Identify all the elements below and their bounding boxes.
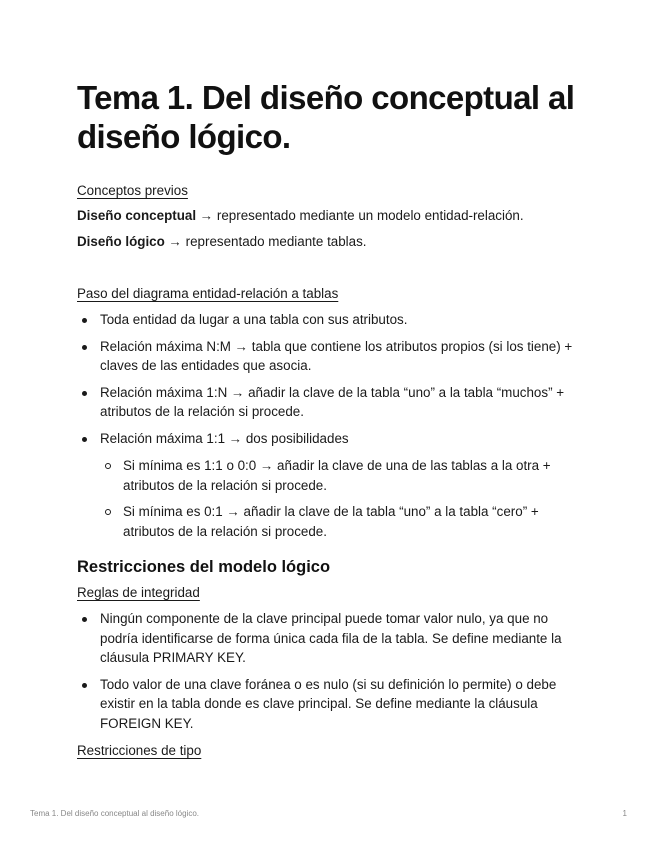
sub-list-item: Si mínima es 0:1 → añadir la clave de la tabla “uno” a la tabla “cero” + atributos de la relación si procede. [100,502,587,541]
list-item: Relación máxima N:M → tabla que contiene los atributos propios (si los tiene) + claves de las entidades que asocia. [77,337,587,376]
paso-heading: Paso del diagrama entidad-relación a tablas [77,286,339,301]
list-item-text: Relación máxima 1:1 → dos posibilidades [100,430,349,446]
sub-list-item: Si mínima es 1:1 o 0:0 → añadir la clave de una de las tablas a la otra + atributos de la relación si procede. [100,456,587,495]
list-item: Todo valor de una clave foránea o es nulo (si su definición lo permite) o debe existir en la tabla donde es clave principal. Se define mediante la cláusula FOREIGN KEY. [77,675,587,734]
diseno-conceptual-desc: → representado mediante un modelo entidad-relación. [196,208,524,223]
section-heading-conceptos-previos [77,181,188,200]
section-heading-tipo [77,741,201,760]
page-number: 1 [622,809,627,818]
list-item-relacion-1-1 [77,429,587,542]
diseno-logico-desc: → representado mediante tablas. [164,234,367,249]
paragraph-diseno-logico [77,232,587,251]
section-heading-paso [77,284,338,303]
list-item: Relación máxima 1:N → añadir la clave de la tabla “uno” a la tabla “muchos” + atributos de la relación si procede. [77,383,587,422]
conceptos-previos-heading: Conceptos previos [77,183,188,198]
restricciones-tipo-heading: Restricciones de tipo [77,743,202,758]
list-item: Toda entidad da lugar a una tabla con sus atributos. [77,310,587,330]
paragraph-diseno-conceptual [77,206,587,225]
diseno-logico-term: Diseño lógico [77,234,165,249]
paso-list [77,310,587,548]
footer-title: Tema 1. Del diseño conceptual al diseño lógico. [30,809,199,818]
diseno-conceptual-term: Diseño conceptual [77,208,197,223]
list-item: Ningún componente de la clave principal puede tomar valor nulo, ya que no podría identificarse de forma única cada fila de la tabla. Se define mediante la cláusula PRIMARY KEY. [77,609,587,668]
reglas-integridad-heading: Reglas de integridad [77,585,200,600]
section-heading-integridad [77,583,200,602]
restricciones-heading: Restricciones del modelo lógico [77,558,331,576]
sub-list [100,456,587,541]
integridad-list [77,609,587,740]
page-title: Tema 1. Del diseño conceptual al diseño lógico. [77,79,575,155]
